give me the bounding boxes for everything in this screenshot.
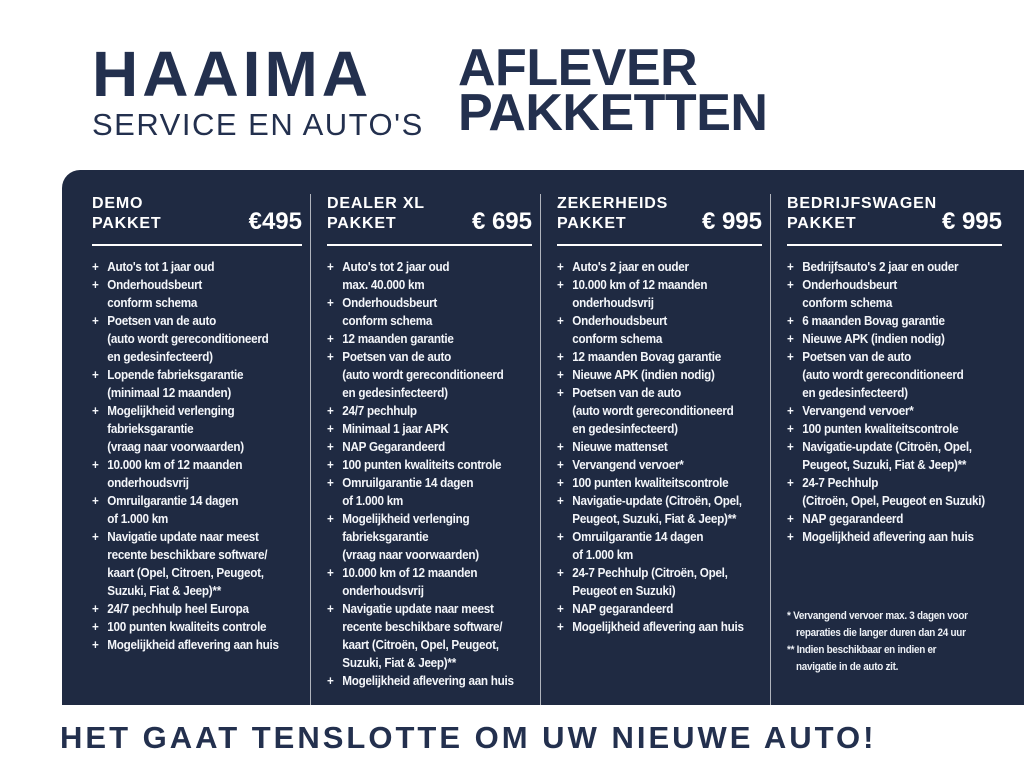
item-text [802, 330, 944, 348]
item-line: NAP gegarandeerd [802, 511, 904, 526]
item-text [342, 402, 417, 420]
plus-marker: + [327, 439, 334, 454]
plus-marker: + [92, 259, 99, 274]
plus-marker: + [557, 349, 564, 364]
plus-marker: + [787, 259, 794, 274]
item-line: (vraag naar voorwaarden) [107, 439, 244, 454]
package-item [557, 564, 742, 600]
footnote-line: * Vervangend vervoer max. 3 dagen voor [787, 610, 968, 622]
package-header [327, 194, 532, 234]
page-title [458, 39, 768, 142]
footnote-line: navigatie in de auto zit. [796, 661, 899, 673]
item-line: en gedesinfecteerd) [342, 385, 448, 400]
item-line: Omruilgarantie 14 dagen [342, 475, 474, 490]
plus-marker: + [787, 529, 794, 544]
footnote-line: reparaties die langer duren dan 24 uur [796, 627, 966, 639]
plus-marker: + [92, 313, 99, 328]
item-line: (auto wordt gereconditioneerd [572, 403, 734, 418]
item-line: Mogelijkheid verlenging [342, 511, 470, 526]
item-text [107, 618, 266, 636]
item-line: Mogelijkheid aflevering aan huis [572, 619, 744, 634]
item-line: 100 punten kwaliteits controle [342, 457, 502, 472]
package-item [557, 600, 742, 618]
item-line: 24/7 pechhulp [342, 403, 417, 418]
item-text [107, 456, 242, 492]
page-title-line-1: AFLEVER [458, 39, 698, 97]
item-line: max. 40.000 km [342, 277, 425, 292]
package-item [557, 276, 742, 312]
package-divider [787, 244, 1002, 246]
package-item [787, 402, 981, 420]
item-line: Bedrijfsauto's 2 jaar en ouder [802, 259, 959, 274]
plus-marker: + [557, 277, 564, 292]
package-item [327, 402, 512, 420]
brand-subtitle: SERVICE EN AUTO'S [92, 107, 424, 142]
package-name [327, 194, 425, 234]
plus-marker: + [92, 601, 99, 616]
package-item [557, 366, 742, 384]
item-line: 10.000 km of 12 maanden [107, 457, 243, 472]
package-item [787, 348, 981, 402]
plus-marker: + [557, 529, 564, 544]
package-item [557, 474, 742, 492]
item-line: Navigatie update naar meest [107, 529, 259, 544]
plus-marker: + [327, 601, 334, 616]
footnotes [787, 608, 981, 676]
item-line: Vervangend vervoer* [802, 403, 914, 418]
item-text [342, 474, 473, 510]
item-line: Nieuwe APK (indien nodig) [572, 367, 715, 382]
package-item [327, 672, 512, 690]
package-item [327, 438, 512, 456]
item-text [572, 528, 703, 564]
package-name-line: DEALER XL [327, 195, 425, 212]
item-line: (minimaal 12 maanden) [107, 385, 232, 400]
item-line: recente beschikbare software/ [342, 619, 503, 634]
item-text [572, 312, 667, 348]
item-line: Minimaal 1 jaar APK [342, 421, 449, 436]
package-name-line: ZEKERHEIDS [557, 195, 669, 212]
item-line: Navigatie-update (Citroën, Opel, [802, 439, 972, 454]
item-line: 100 punten kwaliteitscontrole [802, 421, 959, 436]
item-text [802, 438, 971, 474]
package-item [327, 294, 512, 330]
package-item [557, 618, 742, 636]
item-line: (auto wordt gereconditioneerd [342, 367, 504, 382]
package-item [787, 510, 981, 528]
package-price: € 695 [471, 208, 532, 235]
item-text [107, 600, 248, 618]
plus-marker: + [92, 529, 99, 544]
item-line: onderhoudsvrij [107, 475, 189, 490]
item-text [342, 438, 445, 456]
item-line: fabrieksgarantie [342, 529, 429, 544]
item-line: Auto's tot 2 jaar oud [342, 259, 450, 274]
package-divider [557, 244, 762, 246]
item-line: Poetsen van de auto [342, 349, 451, 364]
item-text [802, 528, 973, 546]
plus-marker: + [327, 295, 334, 310]
package-name [557, 194, 668, 234]
package-name [787, 194, 937, 234]
item-line: (auto wordt gereconditioneerd [107, 331, 269, 346]
package-divider [92, 244, 302, 246]
plus-marker: + [557, 475, 564, 490]
plus-marker: + [557, 565, 564, 580]
item-line: conform schema [107, 295, 198, 310]
item-line: conform schema [342, 313, 433, 328]
package-item [92, 618, 281, 636]
package-item [92, 456, 281, 492]
plus-marker: + [787, 439, 794, 454]
item-line: 24-7 Pechhulp [802, 475, 879, 490]
item-line: en gedesinfecteerd) [107, 349, 213, 364]
item-line: Vervangend vervoer* [572, 457, 684, 472]
package-item [787, 528, 981, 546]
item-line: Suzuki, Fiat & Jeep)** [107, 583, 221, 598]
tagline: HET GAAT TENSLOTTE OM UW NIEUWE AUTO! [60, 720, 877, 755]
item-line: Nieuwe mattenset [572, 439, 668, 454]
item-text [572, 618, 743, 636]
item-text [802, 420, 958, 438]
item-text [342, 672, 513, 690]
package-column [92, 194, 310, 705]
item-text [572, 276, 707, 312]
package-item [92, 600, 281, 618]
item-text [342, 420, 448, 438]
plus-marker: + [787, 277, 794, 292]
item-text [107, 366, 243, 402]
package-item [327, 600, 512, 672]
plus-marker: + [557, 385, 564, 400]
item-line: Auto's 2 jaar en ouder [572, 259, 689, 274]
plus-marker: + [92, 367, 99, 382]
item-line: Mogelijkheid aflevering aan huis [107, 637, 279, 652]
package-item [787, 276, 981, 312]
item-text [342, 564, 477, 600]
item-text [107, 492, 238, 528]
package-item-list [787, 258, 985, 546]
package-name-line: BEDRIJFSWAGEN [787, 195, 937, 212]
item-text [802, 258, 958, 276]
plus-marker: + [327, 673, 334, 688]
item-line: en gedesinfecteerd) [802, 385, 908, 400]
plus-marker: + [327, 457, 334, 472]
package-item [787, 474, 985, 510]
plus-marker: + [327, 511, 334, 526]
item-line: Navigatie update naar meest [342, 601, 494, 616]
package-item [787, 312, 981, 330]
package-item [327, 474, 512, 510]
item-line: kaart (Opel, Citroen, Peugeot, [107, 565, 264, 580]
package-item [92, 492, 281, 528]
plus-marker: + [92, 403, 99, 418]
item-text [572, 366, 714, 384]
item-line: Mogelijkheid aflevering aan huis [342, 673, 514, 688]
item-text [107, 276, 202, 312]
item-line: 10.000 km of 12 maanden [572, 277, 708, 292]
package-item [92, 636, 281, 654]
item-line: Peugeot en Suzuki) [572, 583, 676, 598]
item-text [107, 528, 267, 600]
package-price: € 995 [701, 208, 762, 235]
item-text [107, 258, 214, 276]
item-line: Omruilgarantie 14 dagen [107, 493, 239, 508]
package-item [557, 348, 742, 366]
package-item [557, 438, 742, 456]
item-text [342, 294, 437, 330]
item-line: Onderhoudsbeurt [802, 277, 898, 292]
item-text [342, 258, 449, 294]
package-item [787, 438, 981, 474]
plus-marker: + [557, 457, 564, 472]
package-name-line: PAKKET [327, 215, 397, 232]
plus-marker: + [787, 511, 794, 526]
brand-logo [92, 38, 424, 142]
item-line: NAP gegarandeerd [572, 601, 674, 616]
item-line: onderhoudsvrij [342, 583, 424, 598]
page-title-line-2: PAKKETTEN [458, 84, 768, 142]
plus-marker: + [327, 349, 334, 364]
item-text [572, 564, 727, 600]
package-item [327, 564, 512, 600]
item-text [802, 312, 944, 330]
package-header [557, 194, 762, 234]
plus-marker: + [787, 403, 794, 418]
plus-marker: + [787, 349, 794, 364]
package-column [310, 194, 540, 705]
item-text [342, 600, 502, 672]
plus-marker: + [92, 637, 99, 652]
plus-marker: + [787, 475, 794, 490]
package-item [92, 528, 281, 600]
package-name-line: PAKKET [92, 215, 162, 232]
package-name-line: DEMO [92, 195, 144, 212]
plus-marker: + [327, 475, 334, 490]
item-text [802, 402, 913, 420]
package-column [540, 194, 770, 705]
plus-marker: + [92, 493, 99, 508]
item-text [802, 510, 903, 528]
item-text [342, 456, 501, 474]
package-item-list [557, 258, 742, 636]
item-line: Lopende fabrieksgarantie [107, 367, 244, 382]
item-line: Navigatie-update (Citroën, Opel, [572, 493, 742, 508]
item-text [802, 276, 897, 312]
plus-marker: + [557, 313, 564, 328]
item-line: (vraag naar voorwaarden) [342, 547, 479, 562]
package-name-line: PAKKET [557, 215, 627, 232]
item-line: of 1.000 km [107, 511, 169, 526]
packages-panel [62, 170, 1024, 705]
plus-marker: + [327, 331, 334, 346]
package-item [327, 510, 512, 564]
package-item [557, 492, 742, 528]
item-text [107, 636, 278, 654]
plus-marker: + [92, 619, 99, 634]
package-item [92, 276, 281, 312]
package-divider [327, 244, 532, 246]
item-text [107, 312, 268, 366]
package-item-list [92, 258, 281, 654]
item-line: Onderhoudsbeurt [342, 295, 438, 310]
item-line: Poetsen van de auto [107, 313, 216, 328]
item-line: 10.000 km of 12 maanden [342, 565, 478, 580]
package-name-line: PAKKET [787, 215, 857, 232]
item-line: 12 maanden garantie [342, 331, 454, 346]
plus-marker: + [557, 259, 564, 274]
plus-marker: + [92, 457, 99, 472]
plus-marker: + [327, 403, 334, 418]
item-line: 24/7 pechhulp heel Europa [107, 601, 249, 616]
item-text [572, 384, 733, 438]
package-item [327, 420, 512, 438]
item-text [342, 330, 453, 348]
item-line: 100 punten kwaliteits controle [107, 619, 267, 634]
plus-marker: + [557, 619, 564, 634]
item-line: Nieuwe APK (indien nodig) [802, 331, 945, 346]
item-line: Omruilgarantie 14 dagen [572, 529, 704, 544]
plus-marker: + [787, 313, 794, 328]
plus-marker: + [327, 259, 334, 274]
plus-marker: + [557, 439, 564, 454]
package-item [557, 528, 742, 564]
package-item [327, 258, 512, 294]
package-item [557, 258, 742, 276]
item-line: (Citroën, Opel, Peugeot en Suzuki) [802, 493, 985, 508]
item-text [802, 348, 963, 402]
item-line: 24-7 Pechhulp (Citroën, Opel, [572, 565, 728, 580]
item-line: recente beschikbare software/ [107, 547, 268, 562]
item-line: Mogelijkheid aflevering aan huis [802, 529, 974, 544]
footnote-line: ** Indien beschikbaar en indien er [787, 644, 937, 656]
package-name [92, 194, 161, 234]
plus-marker: + [787, 331, 794, 346]
item-line: Onderhoudsbeurt [107, 277, 203, 292]
package-item [92, 258, 281, 276]
item-text [342, 348, 503, 402]
package-item [92, 402, 281, 456]
package-item [787, 330, 981, 348]
item-line: conform schema [802, 295, 893, 310]
item-line: Peugeot, Suzuki, Fiat & Jeep)** [572, 511, 737, 526]
package-columns [92, 194, 1010, 705]
item-line: of 1.000 km [572, 547, 634, 562]
package-price: € 995 [941, 208, 1002, 235]
item-line: of 1.000 km [342, 493, 404, 508]
item-line: fabrieksgarantie [107, 421, 194, 436]
plus-marker: + [557, 367, 564, 382]
item-line: (auto wordt gereconditioneerd [802, 367, 964, 382]
package-item [92, 366, 281, 402]
package-column [770, 194, 1010, 705]
plus-marker: + [557, 493, 564, 508]
item-line: conform schema [572, 331, 663, 346]
brand-name: HAAIMA [92, 38, 372, 110]
package-item [787, 258, 981, 276]
item-line: NAP Gegarandeerd [342, 439, 446, 454]
item-line: Poetsen van de auto [572, 385, 681, 400]
package-item [557, 312, 742, 348]
item-line: Mogelijkheid verlenging [107, 403, 235, 418]
item-line: kaart (Citroën, Opel, Peugeot, [342, 637, 499, 652]
item-line: 12 maanden Bovag garantie [572, 349, 721, 364]
item-text [107, 402, 244, 456]
item-line: Onderhoudsbeurt [572, 313, 668, 328]
plus-marker: + [327, 565, 334, 580]
plus-marker: + [327, 421, 334, 436]
item-text [342, 510, 479, 564]
plus-marker: + [557, 601, 564, 616]
item-line: en gedesinfecteerd) [572, 421, 678, 436]
item-text [572, 456, 683, 474]
package-item [327, 348, 512, 402]
item-line: Suzuki, Fiat & Jeep)** [342, 655, 456, 670]
item-line: 6 maanden Bovag garantie [802, 313, 945, 328]
item-text [572, 600, 673, 618]
package-item-list [327, 258, 512, 690]
item-text [572, 258, 688, 276]
package-price: €495 [248, 208, 302, 235]
item-line: Peugeot, Suzuki, Fiat & Jeep)** [802, 457, 967, 472]
package-header [92, 194, 302, 234]
item-text [572, 474, 728, 492]
package-item [557, 384, 742, 438]
package-item [557, 456, 742, 474]
item-line: onderhoudsvrij [572, 295, 654, 310]
plus-marker: + [92, 277, 99, 292]
item-text [572, 492, 741, 528]
package-header [787, 194, 1002, 234]
item-text [572, 348, 721, 366]
item-line: Auto's tot 1 jaar oud [107, 259, 215, 274]
package-item [327, 330, 512, 348]
item-line: 100 punten kwaliteitscontrole [572, 475, 729, 490]
package-item [92, 312, 281, 366]
plus-marker: + [787, 421, 794, 436]
package-item [327, 456, 512, 474]
item-text [572, 438, 667, 456]
package-item [787, 420, 981, 438]
item-line: Poetsen van de auto [802, 349, 911, 364]
item-text [802, 474, 985, 510]
